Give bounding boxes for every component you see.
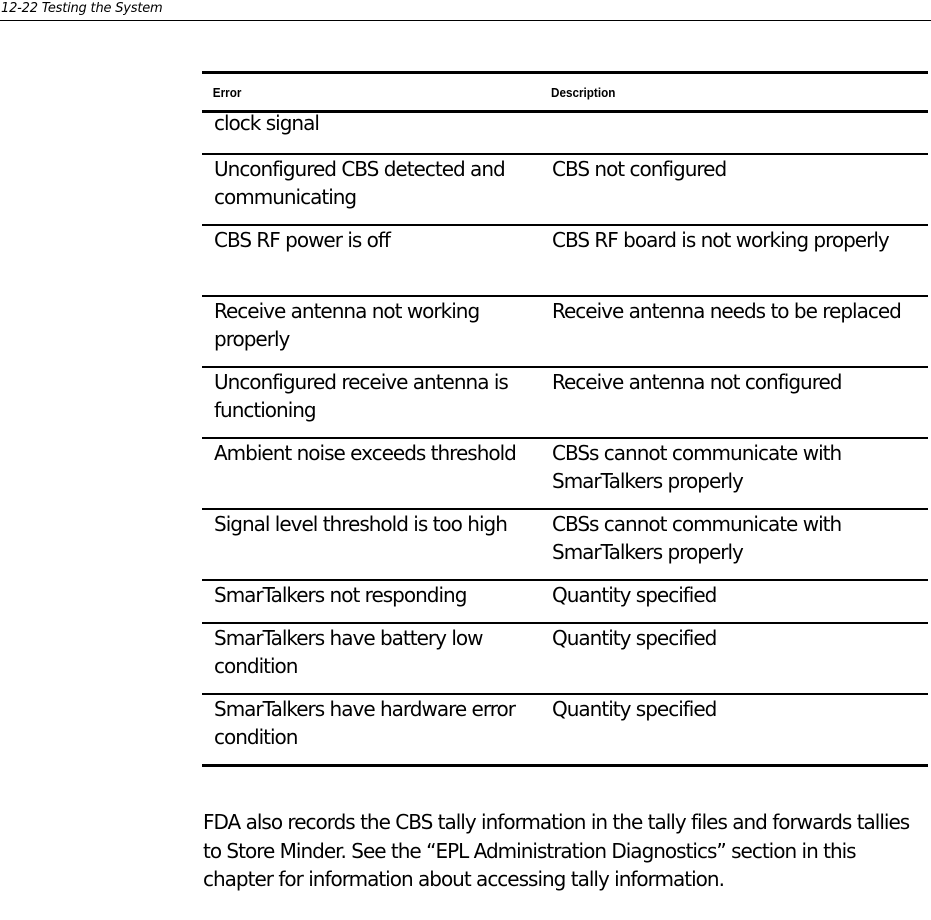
- description-text: Quantity specified: [552, 697, 717, 721]
- description-text: CBS RF board is not working properly: [552, 228, 889, 252]
- table-row: [202, 154, 928, 225]
- column-header-error: Error: [202, 73, 516, 112]
- table-row: [202, 367, 928, 438]
- description-cell: [551, 296, 928, 367]
- running-head-text: 12-22 Testing the System: [1, 1, 163, 16]
- error-description-table: [202, 71, 928, 767]
- error-cell: [202, 623, 551, 694]
- description-text: Receive antenna not configured: [552, 370, 842, 394]
- error-cell: [202, 154, 551, 225]
- error-text: SmarTalkers not responding: [214, 583, 467, 607]
- error-text: CBS RF power is off: [214, 228, 390, 252]
- error-cell: [202, 694, 551, 766]
- table-header-row: [202, 73, 928, 112]
- table-row: [202, 580, 928, 623]
- column-header-description: Description: [551, 73, 890, 112]
- table-row: [202, 509, 928, 580]
- description-cell: [551, 580, 928, 623]
- description-text: CBSs cannot communicate with SmarTalkers properly: [552, 512, 842, 564]
- error-text: clock signal: [214, 111, 319, 135]
- description-text: Receive antenna needs to be replaced: [552, 299, 901, 323]
- error-cell: [202, 112, 551, 155]
- error-cell: [202, 438, 551, 509]
- table-row: [202, 694, 928, 766]
- error-cell: [202, 580, 551, 623]
- description-text: Quantity specified: [552, 626, 717, 650]
- error-cell: [202, 225, 551, 296]
- error-cell: [202, 367, 551, 438]
- description-text: Quantity specified: [552, 583, 717, 607]
- description-cell: [551, 623, 928, 694]
- body-paragraph: FDA also records the CBS tally information in the tally files and forwards tallies to Store Minder. See the “EPL Administration Diagnostics” section in this chapter for information about accessing tally information.: [203, 810, 910, 891]
- table-row: [202, 296, 928, 367]
- error-text: Unconfigured receive antenna is functioning: [214, 370, 508, 422]
- error-text: Ambient noise exceeds threshold: [214, 441, 516, 465]
- error-text: Receive antenna not working properly: [214, 299, 480, 351]
- description-text: CBSs cannot communicate with SmarTalkers properly: [552, 441, 842, 493]
- description-cell: [551, 367, 928, 438]
- error-cell: [202, 296, 551, 367]
- description-cell: [551, 112, 928, 155]
- table-row: [202, 225, 928, 296]
- error-text: Unconfigured CBS detected and communicating: [214, 157, 505, 209]
- running-header: [0, 0, 931, 21]
- error-text: SmarTalkers have battery low condition: [214, 626, 483, 678]
- table-row: [202, 112, 928, 155]
- table-row: [202, 623, 928, 694]
- description-cell: [551, 154, 928, 225]
- description-text: CBS not configured: [552, 157, 727, 181]
- error-text: SmarTalkers have hardware error condition: [214, 697, 515, 749]
- table-row: [202, 438, 928, 509]
- description-cell: [551, 438, 928, 509]
- error-cell: [202, 509, 551, 580]
- description-cell: [551, 694, 928, 766]
- description-cell: [551, 509, 928, 580]
- description-cell: [551, 225, 928, 296]
- error-text: Signal level threshold is too high: [214, 512, 507, 536]
